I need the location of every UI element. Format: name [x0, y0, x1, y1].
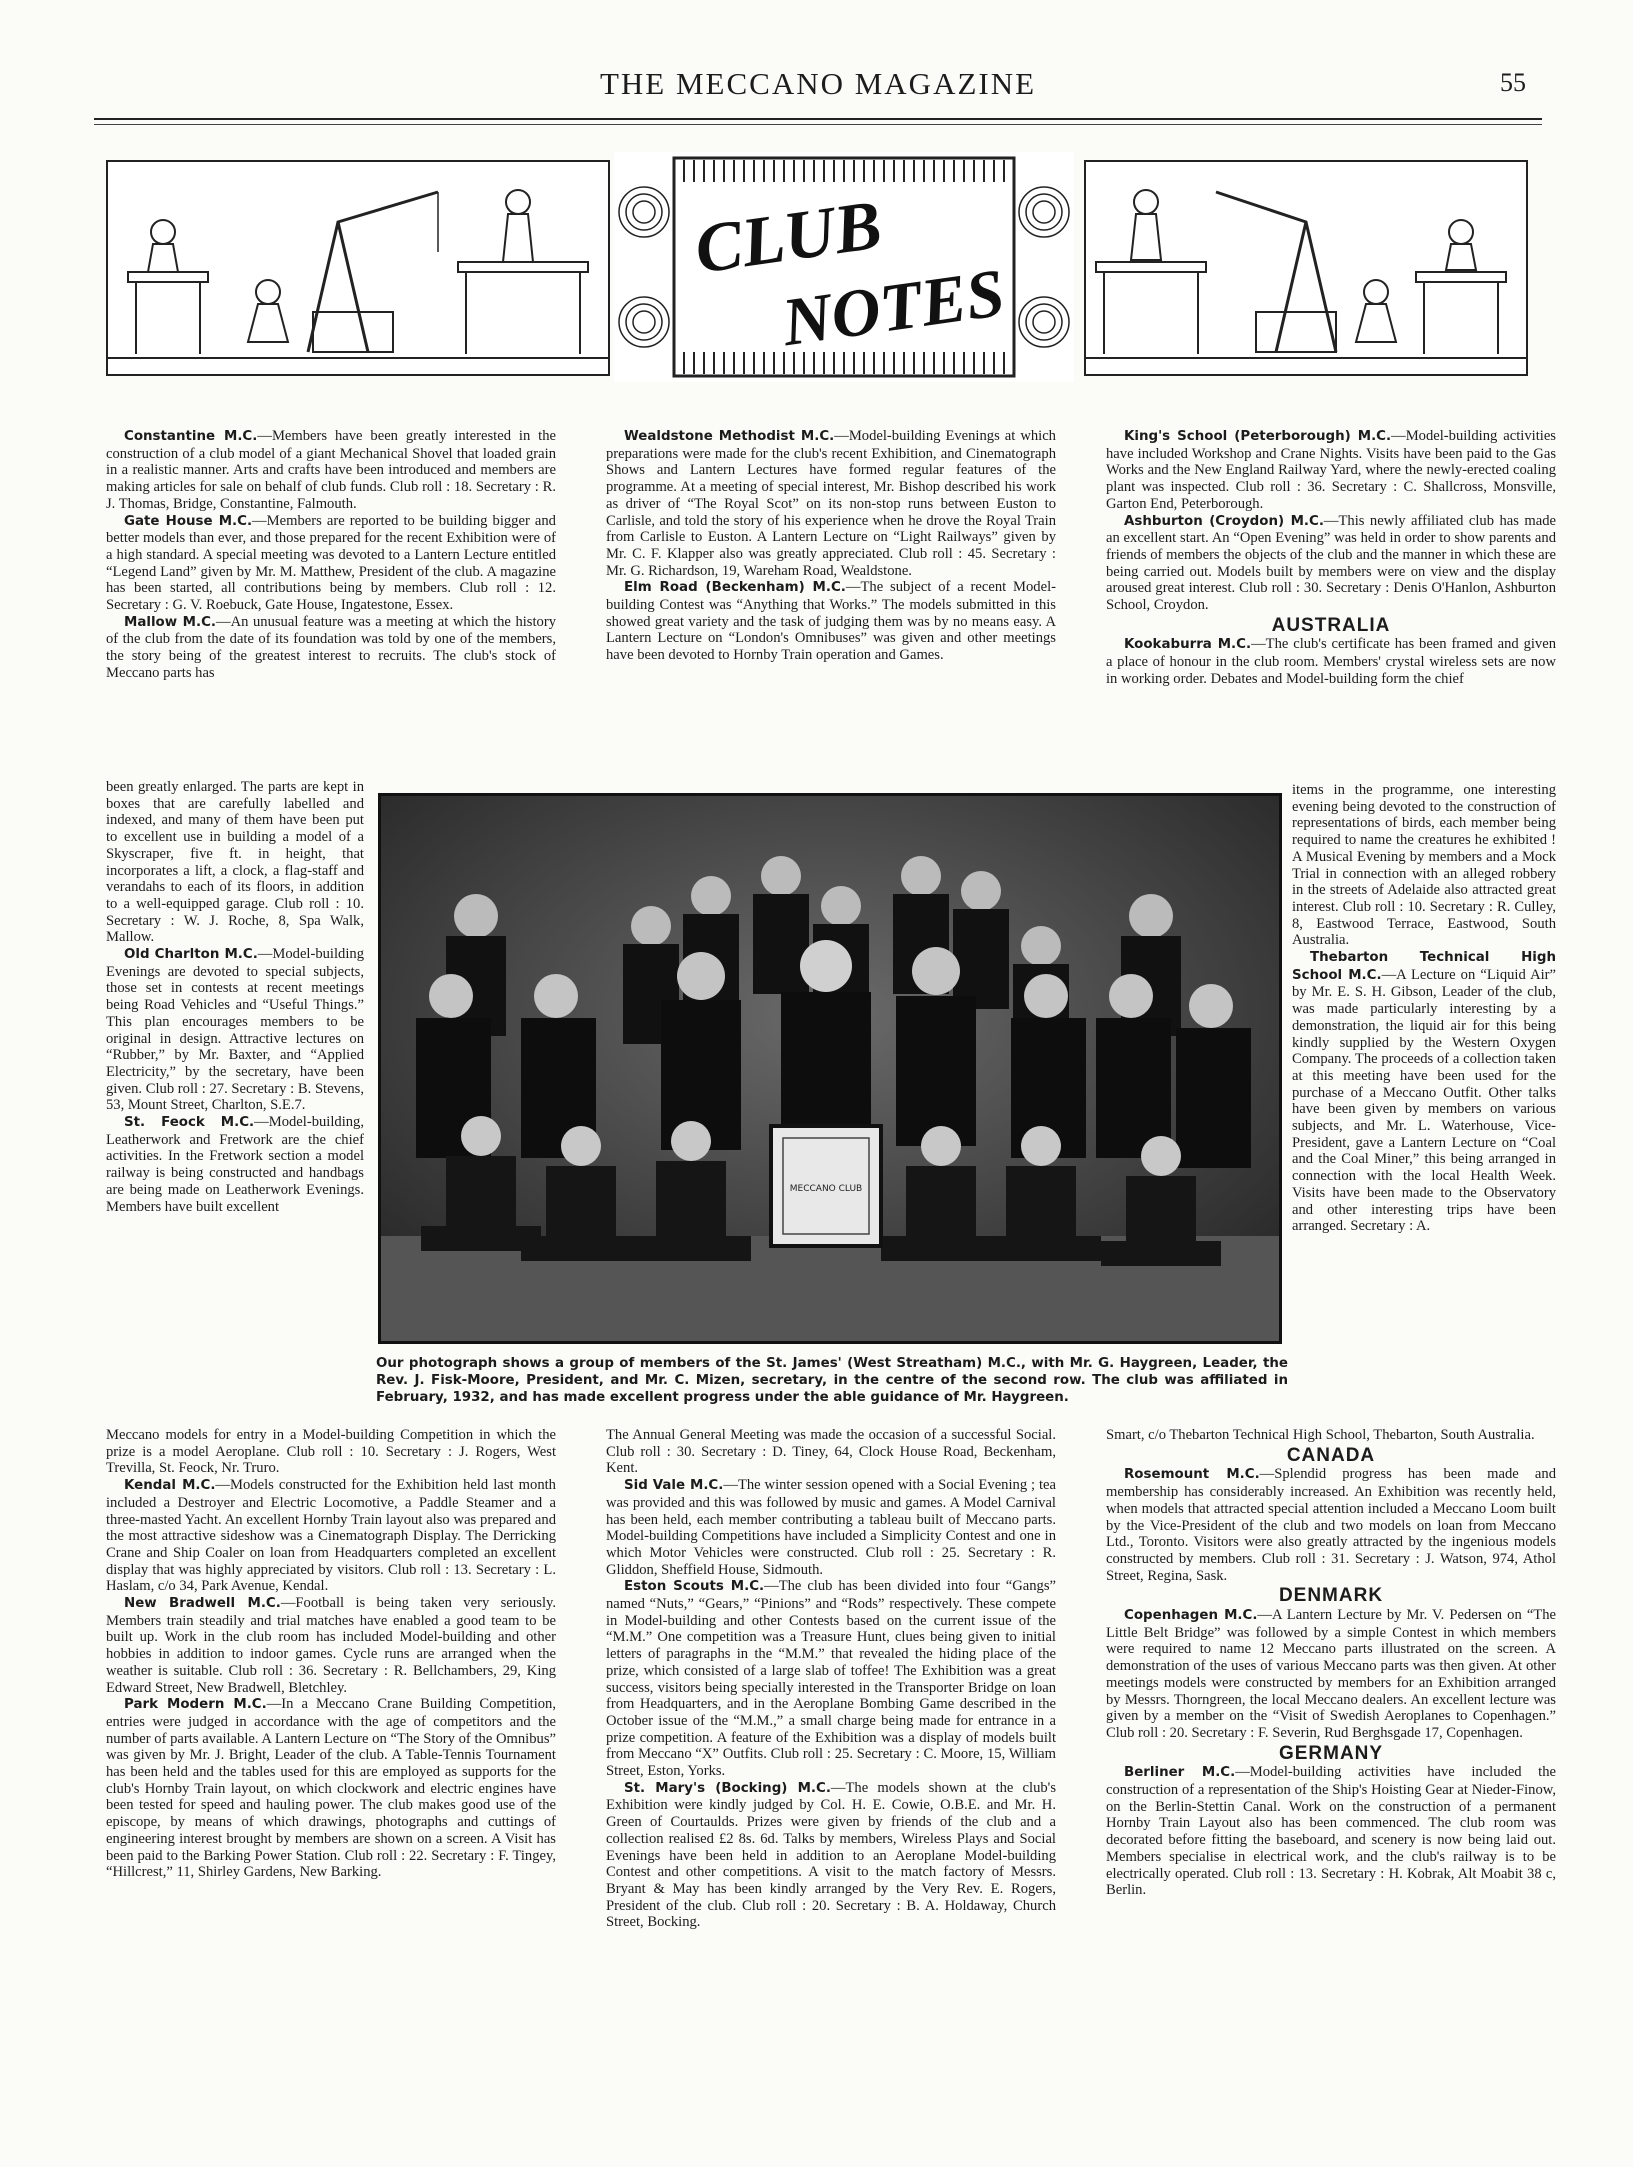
right-column-narrow	[1292, 782, 1556, 1235]
heading-canada: CANADA	[1286, 1444, 1376, 1466]
club-entry-text: —Model-building Evenings at which preparations were made for the club's recent Exhibition, and Cinematograph Shows and Lantern Lectures have formed regular features of the programme. At a meeting of special interest, Mr. Bishop described his work as driver of “The Royal Scot” on its non-stop runs between Euston to Carlisle, and told the story of his experience when he drove the Royal Train from Carlisle to Euston. A Lantern Lecture on “Light Railways” given by Mr. C. F. Klapper also was greatly appreciated. Club roll : 45. Secretary : Mr. G. Richardson, 19, Wareham Road, Wealdstone.	[606, 428, 1056, 579]
club-name: Wealdstone Methodist M.C.	[624, 429, 835, 444]
club-entry-text: —Model-building Evenings are devoted to special subjects, those set in contests at recent meetings being Road Vehicles and “Useful Things.” This plan encourages members to be original in design. Attractive lectures on “Rubber,” by Mr. Baxter, and “Applied Electricity,” by the secretary, have been given. Club roll : 27. Secretary : B. Stevens, 53, Mount Street, Charlton, S.E.7.	[106, 946, 364, 1114]
heading-germany: GERMANY	[1278, 1742, 1384, 1764]
club-entry-text: —The club's certificate has been framed and given a place of honour in the club room. Members' crystal wireless sets are now in working order. Debates and Model-building form the chief	[1106, 636, 1556, 687]
club-entry	[1106, 428, 1556, 513]
club-entry-text: —An unusual feature was a meeting at which the history of the club from the date of its foundation was told by one of the members, the story being of the greatest interest to recruits. The club's stock of Meccano parts has	[106, 613, 556, 681]
club-name: Park Modern M.C.	[124, 1697, 267, 1713]
club-name: Elm Road (Beckenham) M.C.	[624, 580, 846, 596]
club-name: Mallow M.C.	[124, 614, 216, 630]
left-column-narrow	[106, 779, 364, 1215]
photo-caption: Our photograph shows a group of members of the St. James' (West Streatham) M.C., with Mr. G. Haygreen, Leader, the Rev. J. Fisk-Moore, President, and Mr. C. Mizen, secretary, in the centre of the second row. The club was affiliated in February, 1932, and has made excellent progress under the able guidance of Mr. Haygreen.	[376, 1356, 1288, 1405]
middle-column-bottom	[606, 1427, 1056, 1931]
club-entry	[606, 1427, 1056, 1477]
club-entry	[606, 1578, 1056, 1779]
club-entry-text: —Members have been greatly interested in the construction of a club model of a giant Mechanical Shovel that loaded grain in a realistic manner. Arts and crafts have been introduced and members are making articles for sale on behalf of club funds. Club roll : 18. Secretary : R. J. Thomas, Bridge, Constantine, Falmouth.	[106, 428, 556, 512]
club-entry-text: —In a Meccano Crane Building Competition, entries were judged in accordance with the age of competitors and the number of parts available. A Lantern Lecture on “The Story of the Omnibus” was given by Mr. J. Bright, Leader of the club. A Table-Tennis Tournament has been held and the tables used for this are employed as supports for the club's Hornby Train layout, on which clockwork and electric engines have been tested for speed and hauling power. The club makes good use of the episcope, by means of which drawings, photographs and cuttings of engineering interest brought by members are shown on a screen. A Visit has been paid to the Barking Power Station. Club roll : 22. Secretary : F. Tingey, “Hillcrest,” 11, Shirley Gardens, New Barking.	[106, 1696, 556, 1881]
club-entry-text: —Members are reported to be building bigger and better models than ever, and those prepared for the recent Exhibition were of a high standard. A special meeting was devoted to a Lantern Lecture entitled “Legend Land” given by Mr. M. Matthew, President of the club. A magazine has been started, all contributions being by members. Club roll : 12. Secretary : G. V. Roebuck, Gate House, Ingatestone, Essex.	[106, 512, 556, 614]
header-rule-thin	[94, 124, 1542, 125]
right-column-bottom	[1106, 1427, 1556, 1899]
club-entry-text: —The subject of a recent Model-building Contest was “Anything that Works.” The models submitted in this showed great variety and the task of judging them was by no means easy. A Lantern Lecture on “London's Omnibuses” was given and other meetings have been devoted to Hornby Train operation and Games.	[606, 579, 1056, 664]
heading-australia: AUSTRALIA	[1271, 614, 1391, 636]
australia-entries	[1106, 636, 1556, 687]
club-entry-text: —This newly affiliated club has made an excellent start. An “Open Evening” was held in order to show parents and friends of members the objects of the club and the manner in which these are being carried out. Models built by members were on view and the display aroused great interest. Club roll : 30. Secretary : Denis O'Hanlon, Ashburton School, Croydon.	[1106, 512, 1556, 614]
club-entry-text: items in the programme, one interesting evening being devoted to the construction of representations of birds, each member being required to name the creatures he exhibited ! A Musical Evening by members and a Mock Trial in connection with an alleged robbery in the streets of Adelaide also attracted great interest. Club roll : 10. Secretary : R. Culley, 8, Eastwood Terrace, Eastwood, South Australia.	[1292, 782, 1556, 949]
masthead	[94, 58, 1542, 130]
middle-column-top	[606, 428, 1056, 664]
club-entry	[106, 1595, 556, 1696]
logo-text-club: CLUB	[690, 186, 887, 289]
right-column-bottom-entries	[1106, 1427, 1556, 1444]
club-name: Eston Scouts M.C.	[624, 1579, 765, 1595]
banner-illustration-right	[1084, 160, 1528, 376]
club-entry-text: —Model-building, Leatherwork and Fretwork are the chief activities. In the Fretwork section a model railway is being constructed and handbags are being made on Leatherwork Evenings. Members have built excellent	[106, 1114, 364, 1215]
club-entry	[106, 1477, 556, 1595]
club-entry-text: —The winter session opened with a Social Evening ; tea was provided and this was followed by music and games. A Model Carnival has been held, each member contributing a tableau built of Meccano parts. Model-building Competitions have included a Simplicity Contest and one in which Motor Vehicles were constructed. Club roll : 25. Secretary : R. Gliddon, Sheffield House, Sidmouth.	[606, 1477, 1057, 1578]
left-column-top	[106, 428, 556, 682]
club-entry	[606, 1477, 1056, 1578]
club-entry	[1106, 636, 1556, 687]
club-name: St. Mary's (Bocking) M.C.	[624, 1780, 831, 1796]
certificate-text: MECCANO CLUB	[789, 1184, 863, 1194]
club-entry	[106, 513, 556, 614]
club-group-photograph	[378, 793, 1282, 1344]
club-entry-text: —Model-building activities have included the construction of a representation of the Ship's Hoisting Gear at Nieder-Finow, on the Berlin-Stettin Canal. Work on the construction of a permanent Hornby Train Layout also has been commenced. The club room was decorated before fitting the baseboard, and scenery is now being laid out. Members specialise in electrical work, and the club's railway is to be electrically operated. Club roll : 13. Secretary : H. Kobrak, Alt Moabit 38 c, Berlin.	[1106, 1764, 1556, 1899]
club-name: Rosemount M.C.	[1124, 1467, 1260, 1483]
heading-denmark: DENMARK	[1278, 1585, 1384, 1607]
club-entry-text: —A Lantern Lecture by Mr. V. Pedersen on “The Little Belt Bridge” was followed by a simple Contest in which members were required to name 12 Meccano parts illustrated on the screen. A demonstration of the uses of various Meccano parts was then given. At other meetings models were constructed by members for an Exhibition arranged by Messrs. Thorngreen, the local Meccano dealers. An excellent lecture was given by a member on the “Visit of Swedish Aeroplanes to Copenhagen.” Club roll : 20. Secretary : F. Severin, Rud Berghsgade 17, Copenhagen.	[1106, 1607, 1556, 1741]
club-entry-text: —Model-building activities have included Workshop and Crane Nights. Visits have been paid to the Gas Works and the New England Railway Yard, where the newly-erected coaling plant was inspected. Club roll : 36. Secretary : C. Shallcross, Monsville, Garton End, Peterborough.	[1106, 428, 1556, 512]
club-entry	[1292, 949, 1556, 1235]
club-name: Sid Vale M.C.	[624, 1478, 724, 1494]
right-column-top	[1106, 428, 1556, 688]
club-name: New Bradwell M.C.	[124, 1596, 281, 1612]
club-entry	[606, 579, 1056, 664]
club-entry	[606, 428, 1056, 579]
club-name: Berliner M.C.	[1124, 1765, 1236, 1781]
club-entry-text: Meccano models for entry in a Model-building Competition in which the prize is a model Aeroplane. Club roll : 10. Secretary : J. Rogers, West Trevilla, St. Feock, Nr. Truro.	[106, 1427, 556, 1477]
germany-entries	[1106, 1764, 1556, 1899]
logo-text-notes: NOTES	[777, 253, 1009, 361]
club-entry-text: —The models shown at the club's Exhibition were kindly judged by Col. H. E. Cowie, O.B.E. and Mr. H. Green of Courtaulds. Prizes were given by friends of the club and a collection realised £2 8s. 6d. Talks by members, Wireless Plays and Social Evenings have been held in addition to an Aeroplane Model-building Contest and other competitions. A visit to the match factory of Messrs. Bryant & May has been kindly arranged by the Very Rev. E. Rogers, President of the club. Club roll : 20. Secretary : B. A. Holdaway, Church Street, Bocking.	[606, 1779, 1056, 1931]
left-column-bottom	[106, 1427, 556, 1881]
club-name: Constantine M.C.	[124, 429, 258, 444]
club-entry	[1106, 1427, 1556, 1444]
club-entry	[106, 1696, 556, 1881]
club-name: Old Charlton M.C.	[124, 947, 258, 963]
right-column-entries	[1106, 428, 1556, 614]
club-entry-text: —Models constructed for the Exhibition held last month included a Destroyer and Electric Locomotive, a Paddle Steamer and a three-masted Yacht. An excellent Hornby Train layout also was prepared and the most attractive sideshow was a Cinematograph Display. The Derricking Crane and Ship Coaler on loan from Headquarters completed an excellent display that was highly appreciated by visitors. Club roll : 13. Secretary : L. Haslam, c/o 34, Park Avenue, Kendal.	[106, 1477, 556, 1595]
page-number: 55	[1500, 68, 1526, 97]
club-entry-text: —Football is being taken very seriously. Members train steadily and trial matches have enabled a good team to be built up. Work in the club room has included Model-building and other hobbies in addition to indoor games. Cycle runs are arranged when the weather is suitable. Club roll : 36. Secretary : R. Bellchambers, 29, King Edward Street, New Bradwell, Bletchley.	[106, 1595, 557, 1696]
club-entry-text: —A Lecture on “Liquid Air” by Mr. E. S. H. Gibson, Leader of the club, was made particularly interesting by a demonstration, the liquid air for this being kindly supplied by the Western Oxygen Company. The proceeds of a collection taken at this meeting have been used for the purchase of a Meccano Outfit. Other talks have been given by members on various subjects, and Mr. L. Waterhouse, Vice-President, gave a Lantern Lecture on “Coal and the Coal Miner,” this being arranged in connection with the local Health Week. Visits have been made to the Observatory and other interesting trips have been arranged. Secretary : A.	[1292, 966, 1557, 1235]
club-name: Ashburton (Croydon) M.C.	[1124, 513, 1324, 529]
club-entry-text: The Annual General Meeting was made the occasion of a successful Social. Club roll : 30. Secretary : D. Tiney, 64, Clock House Road, Beckenham, Kent.	[606, 1427, 1056, 1477]
club-entry	[1106, 1764, 1556, 1899]
club-notes-logo	[614, 152, 1074, 382]
club-name: Thebarton Technical High School M.C.	[1292, 950, 1556, 983]
denmark-entries	[1106, 1607, 1556, 1742]
club-name: King's School (Peterborough) M.C.	[1124, 429, 1392, 444]
club-name: Copenhagen M.C.	[1124, 1608, 1258, 1624]
club-entry	[1106, 1607, 1556, 1742]
club-entry	[106, 1427, 556, 1477]
canada-entries	[1106, 1466, 1556, 1584]
club-entry	[106, 779, 364, 946]
club-entry	[1106, 513, 1556, 614]
club-entry-text: been greatly enlarged. The parts are kept in boxes that are carefully labelled and indexed, and many of them have been put to excellent use in building a model of a Skyscraper, five ft. in height, that incorporates a lift, a clock, a flag-staff and verandahs to each of its floors, in addition to a well-equipped garage. Club roll : 10. Secretary : W. J. Roche, 8, Spa Walk, Mallow.	[106, 779, 364, 946]
club-entry-text: —Splendid progress has been made and membership has considerably increased. An Exhibition was recently held, when models that attracted special attention included a Meccano Loom built by the Vice-President of the club and two models on loan from Meccano Ltd., Toronto. Visitors were also greatly attracted by the ingenious models constructed by members. Club roll : 31. Secretary : J. Watson, 974, Athol Street, Regina, Sask.	[1106, 1466, 1556, 1584]
club-entry	[1106, 1466, 1556, 1584]
club-name: Kendal M.C.	[124, 1478, 216, 1494]
club-entry	[106, 614, 556, 682]
club-entry-text: —The club has been divided into four “Gangs” named “Nuts,” “Gears,” “Pinions” and “Rods” respectively. These compete in Model-building and other Contests based on the current issue of the “M.M.” One competition was a Treasure Hunt, clues being given to initial letters of paragraphs in the “M.M.” that revealed the hiding place of the prize, which consisted of a large slab of toffee! The Exhibition was a great success, visitors being specially interested in the Transporter Bridge on loan from Headquarters, and in the Aeroplane Bombing Game described in the October issue of the “M.M.,” a small charge being made for entrance in a prize competition. A feature of the Exhibition was a display of models built from Meccano “X” Outfits. Club roll : 25. Secretary : C. Moore, 15, William Street, Eston, Yorks.	[606, 1578, 1056, 1780]
club-entry	[606, 1780, 1056, 1931]
club-entry	[106, 428, 556, 513]
banner-illustration-left	[106, 160, 610, 376]
club-name: Kookaburra M.C.	[1124, 637, 1252, 653]
club-entry	[106, 1114, 364, 1215]
club-entry-text: Smart, c/o Thebarton Technical High School, Thebarton, South Australia.	[1106, 1427, 1535, 1443]
club-entry	[1292, 782, 1556, 949]
header-rule	[94, 118, 1542, 120]
club-name: Gate House M.C.	[124, 513, 253, 529]
magazine-title: THE MECCANO MAGAZINE	[599, 66, 1037, 101]
club-entry	[106, 946, 364, 1114]
club-name: St. Feock M.C.	[124, 1115, 255, 1131]
